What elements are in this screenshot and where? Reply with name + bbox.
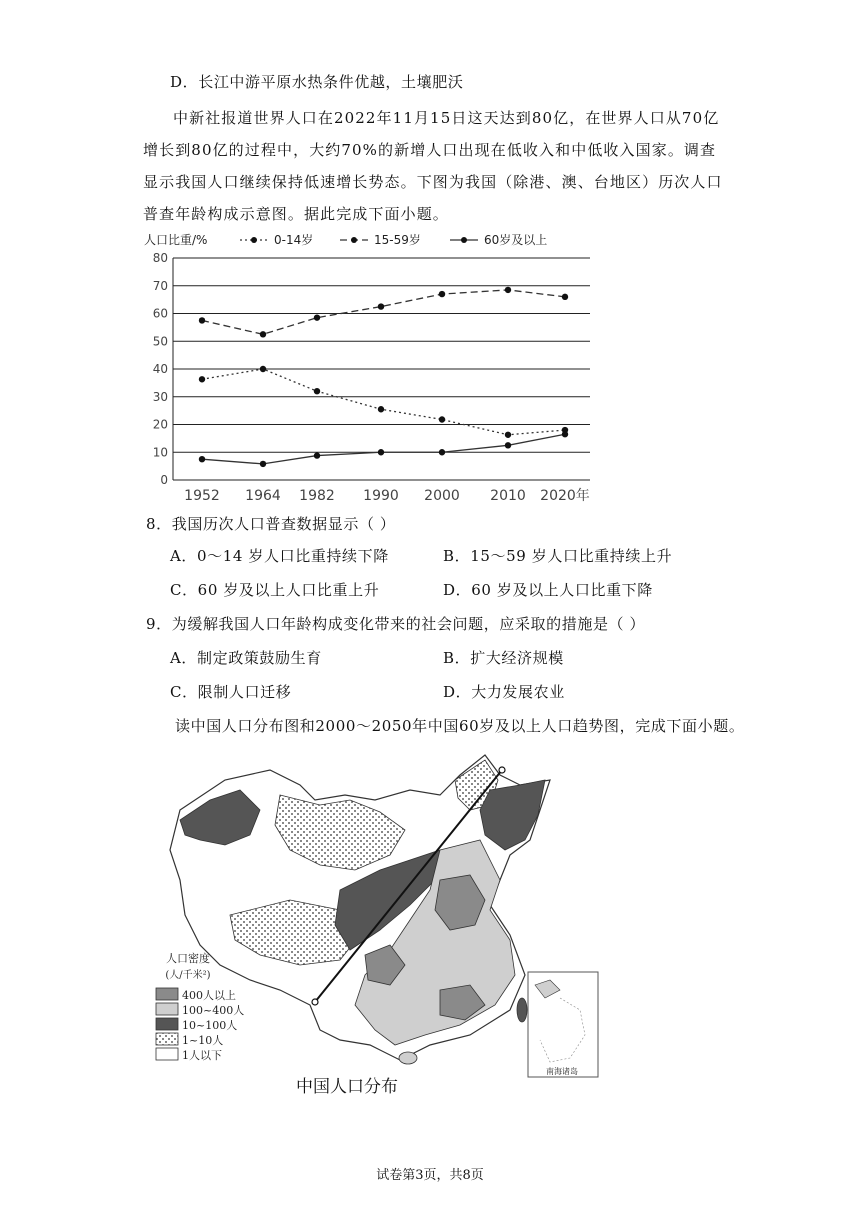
y-tick-label: 0 [160,473,168,487]
legend-label: 60岁及以上 [484,233,548,247]
map-legend-title: 人口密度 [166,952,210,965]
y-axis-label: 人口比重/% [144,233,208,247]
population-age-structure-chart [140,230,610,510]
chart-grid [173,258,590,480]
question-8-option-c[interactable]: C．60 岁及以上人口比重上升 [170,581,380,599]
data-point [260,461,266,467]
map-legend-label: 400人以上 [182,989,236,1002]
china-population-density-map [140,740,640,1100]
data-point [260,331,266,337]
data-point [314,388,320,394]
x-tick-label: 2010 [490,488,526,504]
map-intro: 读中国人口分布图和2000～2050年中国60岁及以上人口趋势图，完成下面小题。 [175,717,745,735]
legend-label: 0-14岁 [274,233,314,247]
question-9-option-a[interactable]: A．制定政策鼓励生育 [170,649,322,667]
map-legend-label: 100~400人 [182,1004,245,1017]
map-legend-swatch [156,988,178,1000]
x-tick-label: 2000 [424,488,460,504]
map-legend-swatch [156,1048,178,1060]
data-point [260,366,266,372]
x-tick-label: 2020年 [540,488,590,504]
y-tick-label: 60 [152,306,168,321]
data-point [505,442,511,448]
data-point [378,406,384,412]
inset-label: 南海诸岛 [546,1067,578,1076]
y-tick-label: 40 [152,362,168,376]
x-tick-labels [184,487,590,504]
data-point [562,431,568,437]
map-legend-label: 10~100人 [182,1019,238,1032]
data-point [314,452,320,458]
data-point [378,303,384,309]
legend-marker [461,237,467,243]
x-tick-label: 1952 [184,488,220,504]
question-9-option-c[interactable]: C．限制人口迁移 [170,683,292,701]
data-point [199,317,205,323]
map-taiwan [517,998,527,1022]
x-tick-label: 1982 [299,488,335,504]
legend-label: 15-59岁 [374,233,421,247]
y-tick-label: 20 [152,417,168,432]
data-point [199,376,205,382]
y-tick-label: 80 [152,251,168,265]
y-tick-labels [153,251,168,487]
map-title: 中国人口分布 [296,1077,398,1097]
series-line-2 [202,434,565,464]
data-point [314,314,320,320]
page-footer: 试卷第3页，共8页 [376,1168,484,1183]
y-tick-label: 70 [152,278,168,293]
map-legend-label: 1~10人 [182,1034,224,1047]
data-point [505,287,511,293]
map-legend-swatch [156,1018,178,1030]
data-point [439,291,445,297]
intro-paragraph: 中新社报道世界人口在2022年11月15日这天达到80亿，在世界人口从70亿增长到80亿的过程中，大约70%的新增人口出现在低收入和中低收入国家。调查显示我国人口继续保持低速增长势态。下图为我国（除港、澳、台地区）历次人口普查年龄构成示意图。据此完成下面小题。 [143,109,723,223]
y-tick-label: 10 [152,445,168,460]
y-tick-label: 30 [152,389,168,404]
data-point [378,449,384,455]
question-8-stem: 8．我国历次人口普查数据显示（ ） [146,515,396,533]
data-point [505,432,511,438]
question-9-option-b[interactable]: B．扩大经济规模 [443,649,564,667]
data-point [439,416,445,422]
data-point [562,294,568,300]
map-hainan [399,1052,417,1064]
data-point [199,456,205,462]
legend-marker [351,237,357,243]
question-9-option-d[interactable]: D．大力发展农业 [443,683,565,701]
map-legend [156,988,244,1062]
map-legend-label: 1人以下 [182,1049,222,1062]
question-8-option-d[interactable]: D．60 岁及以上人口比重下降 [443,581,653,599]
x-tick-label: 1964 [245,488,281,504]
previous-option-d: D．长江中游平原水热条件优越，土壤肥沃 [170,73,464,91]
x-tick-label: 1990 [363,488,399,504]
map-legend-unit: (人/千米²) [165,970,211,981]
map-legend-swatch [156,1003,178,1015]
map-legend-swatch [156,1033,178,1045]
question-9-stem: 9．为缓解我国人口年龄构成变化带来的社会问题，应采取的措施是（ ） [146,615,646,633]
question-8-option-a[interactable]: A．0～14 岁人口比重持续下降 [170,547,389,565]
data-point [439,449,445,455]
series-line-1 [202,290,565,334]
question-8-option-b[interactable]: B．15～59 岁人口比重持续上升 [443,547,673,565]
chart-legend [240,232,547,247]
y-tick-label: 50 [152,334,168,349]
legend-marker [251,237,257,243]
